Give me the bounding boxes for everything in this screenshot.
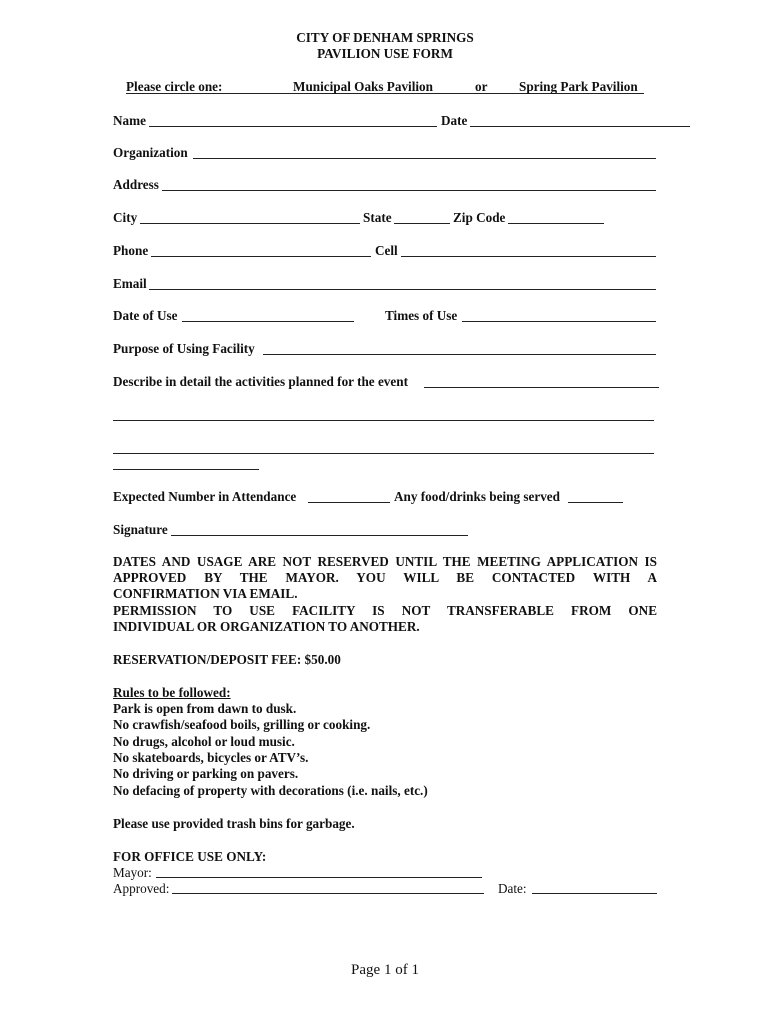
email-label: Email — [113, 276, 147, 291]
name-label: Name — [113, 113, 146, 128]
notice-line-1: DATES AND USAGE ARE NOT RESERVED UNTIL THE MEETING APPLICATION IS — [113, 554, 657, 569]
form-title: PAVILION USE FORM — [317, 46, 453, 61]
describe-line-3[interactable] — [113, 453, 654, 454]
city-heading: CITY OF DENHAM SPRINGS — [296, 30, 474, 45]
city-field[interactable] — [140, 223, 360, 224]
rule-item: No crawfish/seafood boils, grilling or cooking. — [113, 717, 371, 732]
food-label: Any food/drinks being served — [394, 489, 560, 504]
address-field[interactable] — [162, 190, 656, 191]
rule-item: No driving or parking on pavers. — [113, 766, 299, 781]
purpose-field[interactable] — [263, 354, 656, 355]
mayor-label: Mayor: — [113, 865, 152, 880]
attendance-label: Expected Number in Attendance — [113, 489, 297, 504]
organization-field[interactable] — [193, 158, 656, 159]
describe-line-4[interactable] — [113, 469, 259, 470]
phone-label: Phone — [113, 243, 149, 258]
email-field[interactable] — [149, 289, 656, 290]
approved-field[interactable] — [172, 893, 484, 894]
state-field[interactable] — [394, 223, 450, 224]
option-spring-park[interactable]: Spring Park Pavilion — [519, 79, 638, 94]
rule-item: No skateboards, bicycles or ATV’s. — [113, 750, 309, 765]
rule-item: No drugs, alcohol or loud music. — [113, 734, 295, 749]
option-municipal-oaks[interactable]: Municipal Oaks Pavilion — [293, 79, 433, 94]
date-label: Date — [441, 113, 468, 128]
organization-label: Organization — [113, 145, 188, 160]
city-label: City — [113, 210, 138, 225]
times-of-use-field[interactable] — [462, 321, 656, 322]
office-date-label: Date: — [498, 881, 527, 896]
office-date-field[interactable] — [532, 893, 657, 894]
page-number: Page 1 of 1 — [351, 962, 419, 978]
times-of-use-label: Times of Use — [385, 308, 458, 323]
state-label: State — [363, 210, 392, 225]
notice-line-5: INDIVIDUAL OR ORGANIZATION TO ANOTHER. — [113, 619, 420, 634]
signature-field[interactable] — [171, 535, 468, 536]
date-field[interactable] — [470, 126, 690, 127]
rules-heading: Rules to be followed: — [113, 685, 231, 700]
address-label: Address — [113, 177, 159, 192]
name-field[interactable] — [149, 126, 437, 127]
option-or: or — [475, 79, 488, 94]
deposit-fee: RESERVATION/DEPOSIT FEE: $50.00 — [113, 652, 341, 667]
office-use-heading: FOR OFFICE USE ONLY: — [113, 849, 267, 864]
date-of-use-label: Date of Use — [113, 308, 178, 323]
purpose-label: Purpose of Using Facility — [113, 341, 255, 356]
notice-line-2: APPROVED BY THE MAYOR. YOU WILL BE CONTACTED WITH A — [113, 570, 657, 585]
signature-label: Signature — [113, 522, 168, 537]
notice-line-3: CONFIRMATION VIA EMAIL. — [113, 586, 298, 601]
circle-one-prompt: Please circle one: — [126, 79, 223, 94]
approved-label: Approved: — [113, 881, 170, 896]
describe-field[interactable] — [424, 387, 659, 388]
notice-line-4: PERMISSION TO USE FACILITY IS NOT TRANSFERABLE FROM ONE — [113, 603, 657, 618]
zip-field[interactable] — [508, 223, 604, 224]
describe-line-2[interactable] — [113, 420, 654, 421]
rule-item: No defacing of property with decorations (i.e. nails, etc.) — [113, 783, 428, 798]
rule-item: Park is open from dawn to dusk. — [113, 701, 297, 716]
food-field[interactable] — [568, 502, 623, 503]
describe-label: Describe in detail the activities planned for the event — [113, 374, 408, 389]
date-of-use-field[interactable] — [182, 321, 354, 322]
cell-field[interactable] — [401, 256, 656, 257]
zip-label: Zip Code — [453, 210, 506, 225]
trash-note: Please use provided trash bins for garbage. — [113, 816, 355, 831]
mayor-field[interactable] — [156, 877, 482, 878]
phone-field[interactable] — [151, 256, 371, 257]
cell-label: Cell — [375, 243, 398, 258]
attendance-field[interactable] — [308, 502, 390, 503]
